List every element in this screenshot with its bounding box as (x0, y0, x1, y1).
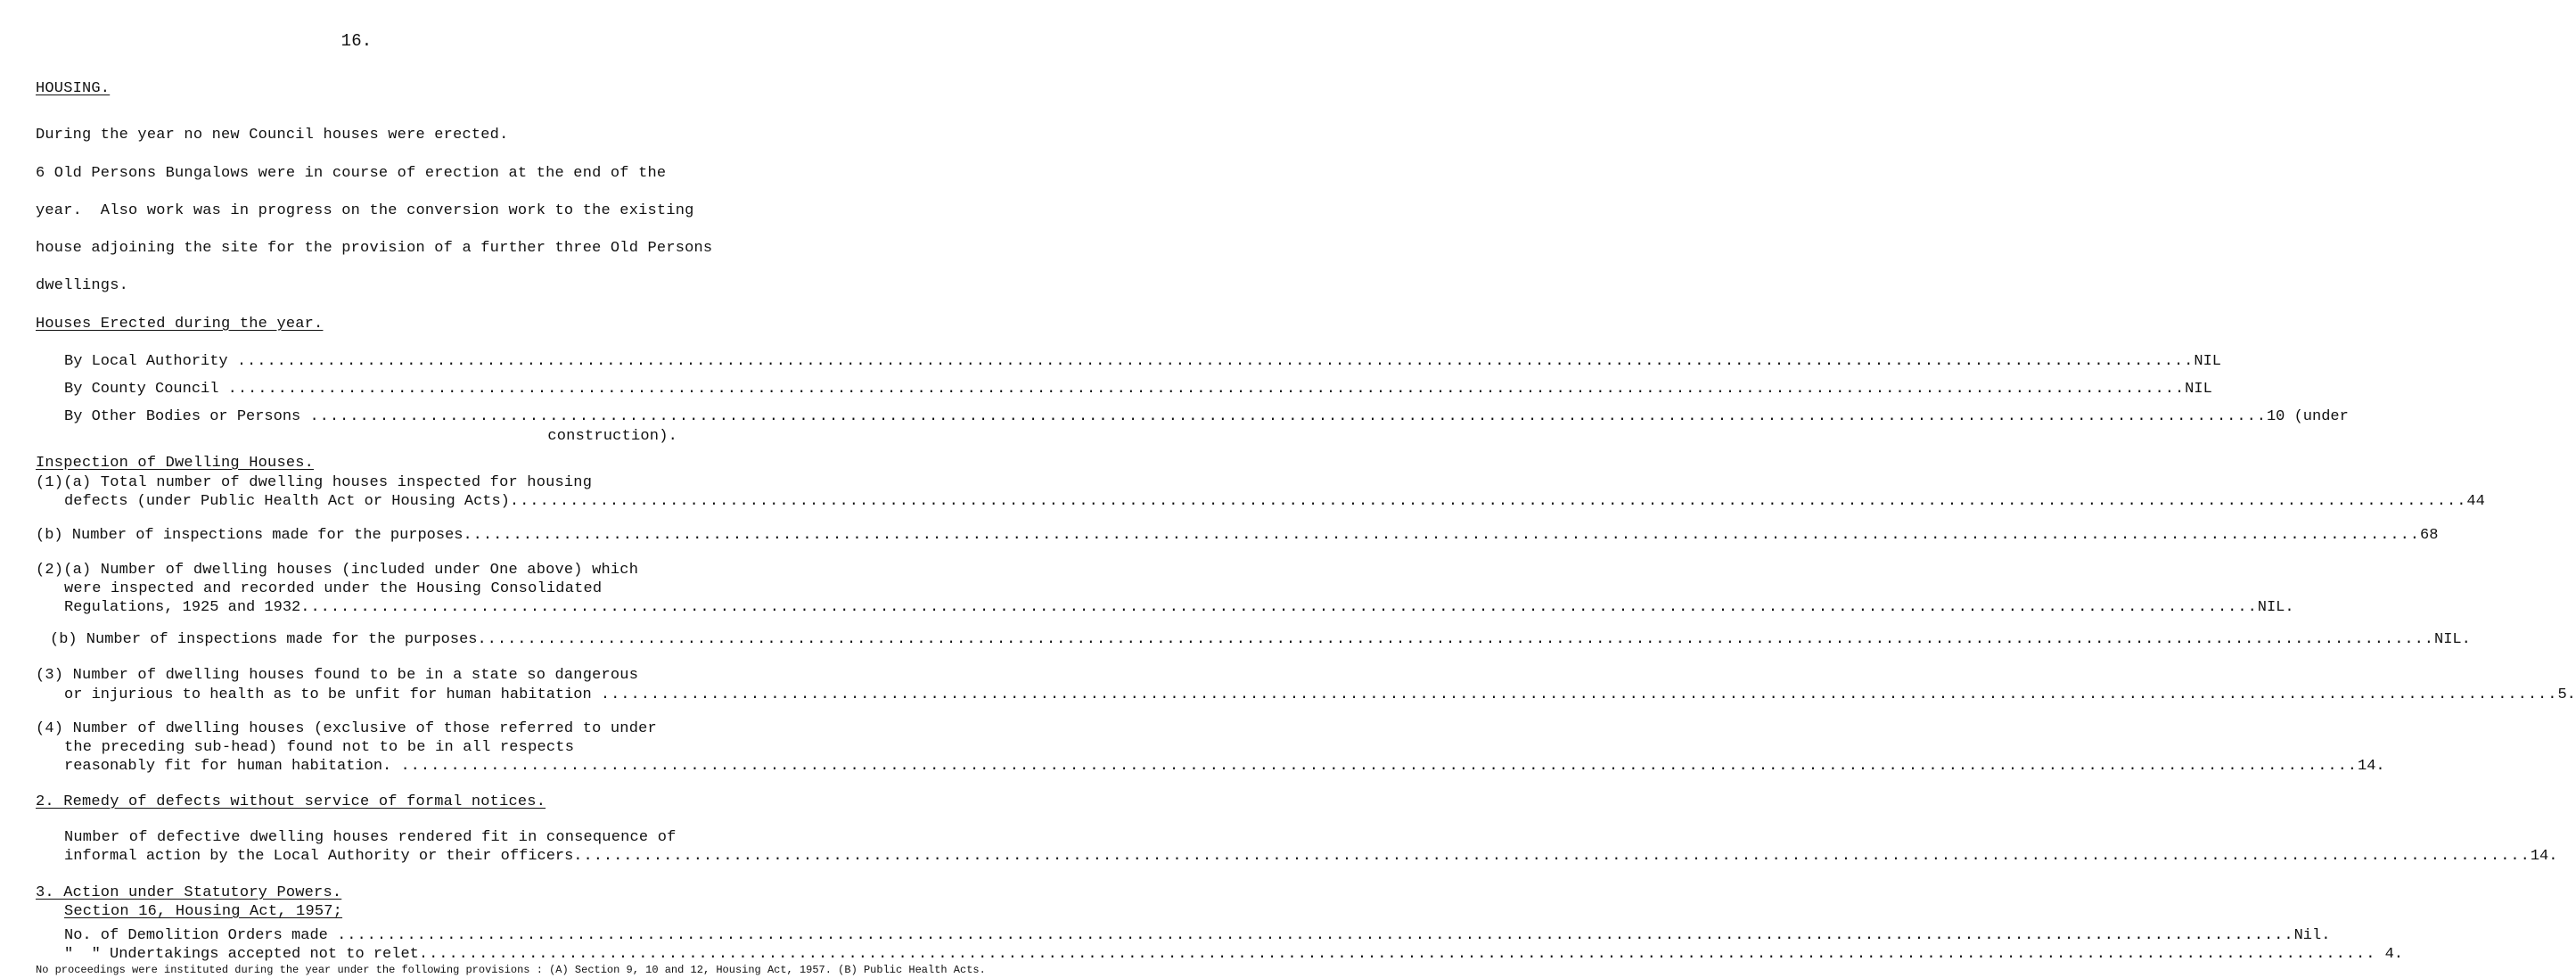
statutory-subheading: Section 16, Housing Act, 1957; (64, 903, 343, 920)
row-label: By Local Authority (64, 353, 237, 370)
row-value: Nil. (2293, 927, 2331, 944)
inspection-item-row (64, 599, 2294, 617)
leader-dots (337, 927, 2294, 945)
intro-paragraph-1: During the year no new Council houses were erected. (36, 127, 509, 144)
row-value: 4. (2375, 946, 2404, 963)
row-label: Regulations, 1925 and 1932 (64, 599, 301, 616)
row-label: informal action by the Local Authority or their officers (64, 848, 574, 865)
row-value: NIL. (2257, 599, 2294, 616)
row-label: No. of Demolition Orders made (64, 927, 338, 944)
row-value: NIL (2185, 381, 2212, 398)
inspection-heading: Inspection of Dwelling Houses. (36, 455, 315, 472)
inspection-item-line: (2)(a) Number of dwelling houses (included under One above) which (36, 562, 639, 579)
inspection-item-line: the preceding sub-head) found not to be in all respects (64, 739, 575, 756)
houses-erected-heading: Houses Erected during the year. (36, 316, 324, 333)
leader-dots (309, 408, 2267, 426)
inspection-item-line: (3) Number of dwelling houses found to be in a state so dangerous (36, 667, 639, 684)
row-value: 44 (2466, 493, 2485, 510)
inspection-item-row (64, 493, 2485, 511)
leader-dots (601, 686, 2558, 704)
row-value: NIL (2194, 353, 2221, 370)
leader-dots (463, 527, 2420, 545)
remedy-heading: 2. Remedy of defects without service of formal notices. (36, 793, 546, 810)
intro-line: year. Also work was in progress on the conversion work to the existing (36, 202, 694, 219)
row-value: 5. (2557, 686, 2576, 703)
proceedings-text: No proceedings were instituted during the year under the following (36, 964, 460, 976)
leader-dots (510, 493, 2467, 511)
intro-line: house adjoining the site for the provision of a further three Old Persons (36, 240, 713, 257)
inspection-item-row (36, 527, 2439, 545)
row-label: (b) Number of inspections made for the purposes (36, 527, 464, 544)
provision-item: (B) Public Health Acts. (838, 964, 986, 976)
leader-dots (300, 599, 2258, 617)
row-value: 68 (2420, 527, 2439, 544)
remedy-line: Number of defective dwelling houses rendered fit in consequence of (64, 829, 677, 846)
row-label: By Other Bodies or Persons (64, 408, 310, 425)
row-label: reasonably fit for human habitation. (64, 758, 401, 775)
row-label: or injurious to health as to be unfit for human habitation (64, 686, 601, 703)
houses-erected-row (64, 408, 2349, 426)
statutory-row (64, 946, 2404, 964)
row-label: (b) Number of inspections made for the purposes (50, 631, 478, 648)
leader-dots (477, 631, 2434, 649)
houses-erected-row (64, 353, 2221, 371)
leader-dots (237, 353, 2195, 371)
row-value: NIL. (2434, 631, 2471, 648)
intro-line: dwellings. (36, 277, 129, 294)
row-value: 14. (2530, 848, 2558, 865)
row-value: 10 (under (2266, 408, 2349, 425)
inspection-item-line: (1)(a) Total number of dwelling houses inspected for housing (36, 474, 593, 491)
provisions-label: provisions : (465, 964, 543, 976)
statutory-row (64, 927, 2331, 945)
row-label: defects (under Public Health Act or Housing Acts) (64, 493, 510, 510)
inspection-item-row (64, 758, 2385, 776)
row-value: 14. (2358, 758, 2385, 775)
page-number: 16. (340, 31, 373, 51)
statutory-heading: 3. Action under Statutory Powers. (36, 884, 342, 901)
remedy-row (64, 848, 2558, 866)
intro-line: 6 Old Persons Bungalows were in course of erection at the end of the (36, 165, 667, 182)
leader-dots (228, 381, 2186, 399)
row-label: " " Undertakings accepted not to relet (64, 946, 419, 963)
section-heading-housing: HOUSING. (36, 80, 111, 97)
inspection-item-line: (4) Number of dwelling houses (exclusive of those referred to under (36, 720, 657, 737)
proceedings-block (36, 963, 986, 978)
row-label: By County Council (64, 381, 228, 398)
leader-dots (400, 758, 2358, 776)
leader-dots (419, 946, 2376, 964)
inspection-item-line: were inspected and recorded under the Housing Consolidated (64, 580, 603, 597)
houses-erected-row (64, 381, 2212, 399)
provision-item: (A) Section 9, 10 and 12, Housing Act, 1957. (549, 964, 832, 976)
inspection-item-row (64, 686, 2576, 704)
houses-erected-continuation: construction). (547, 428, 677, 445)
leader-dots (573, 848, 2531, 866)
inspection-item-row (50, 631, 2471, 649)
